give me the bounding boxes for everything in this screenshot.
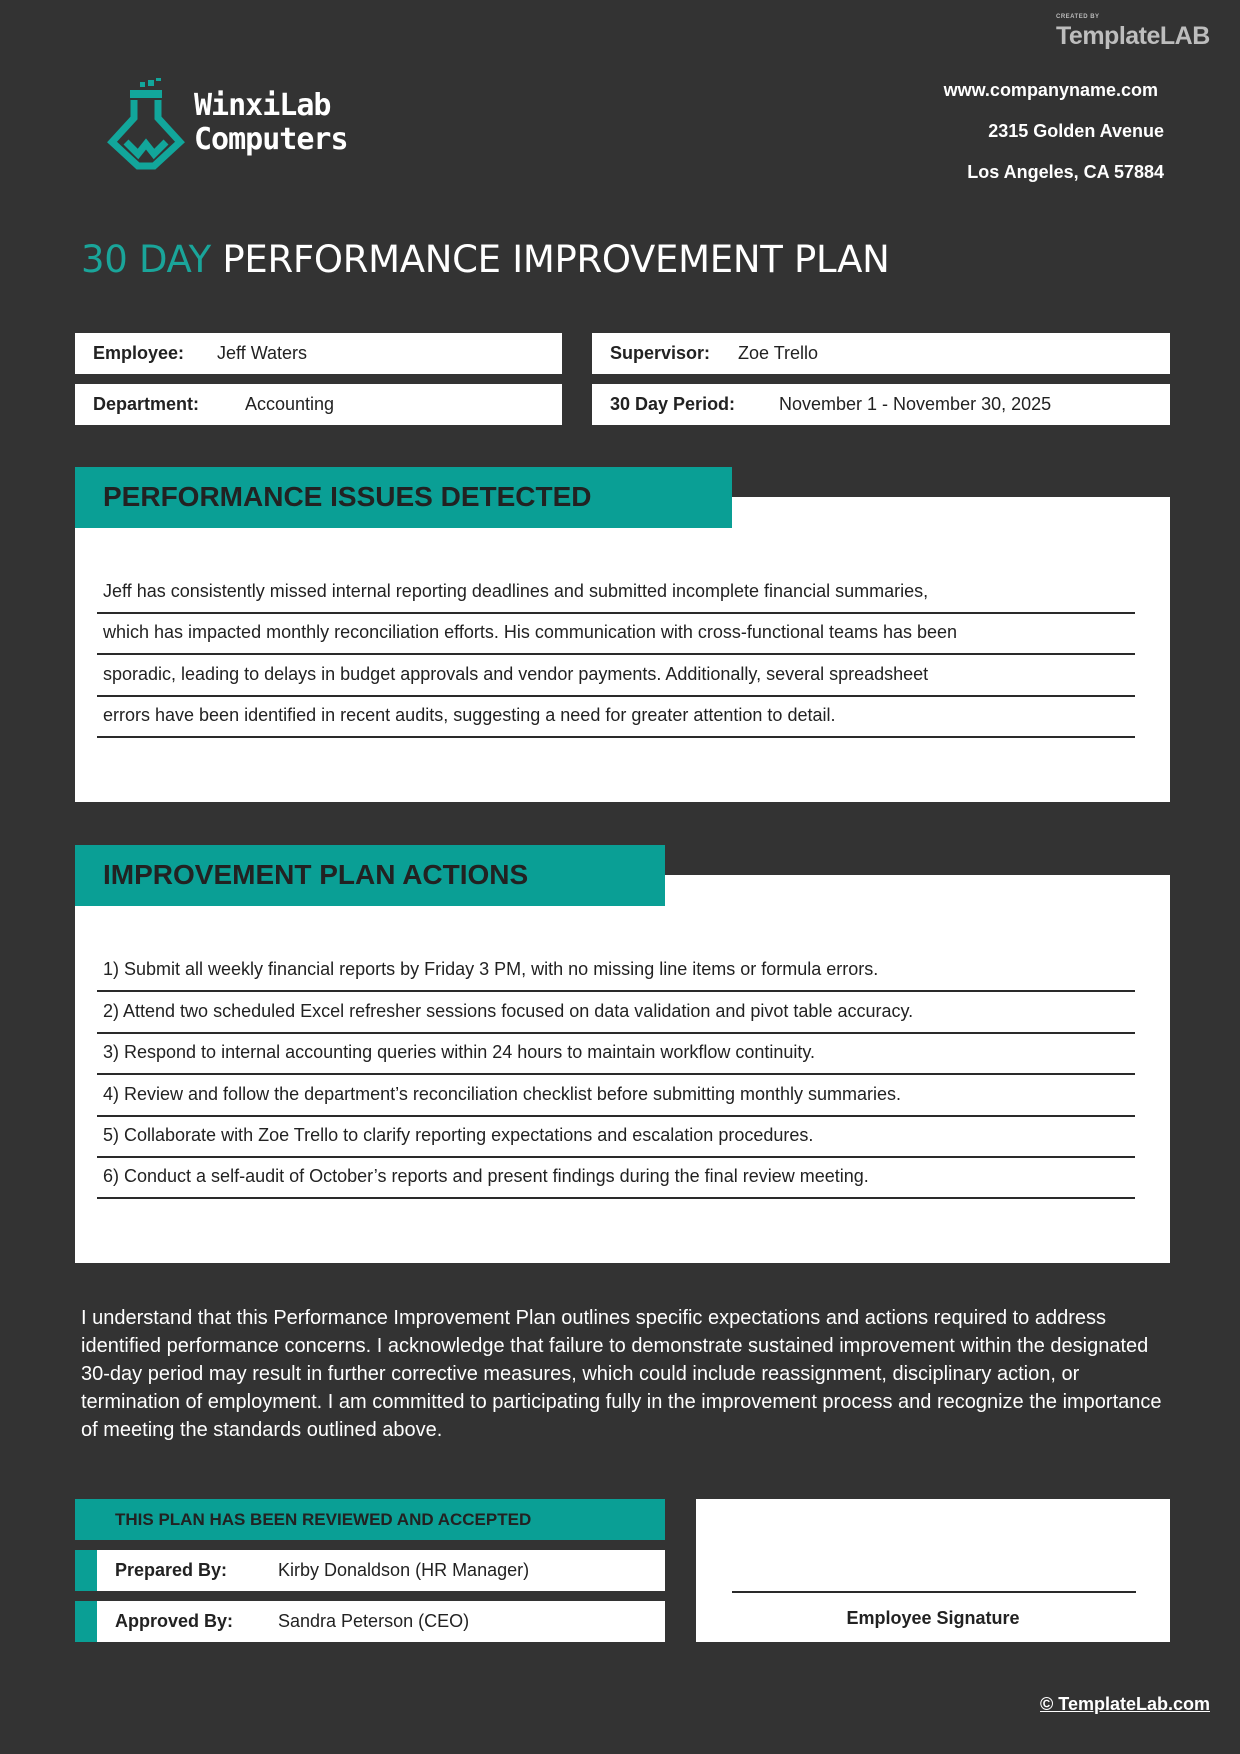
review-heading: THIS PLAN HAS BEEN REVIEWED AND ACCEPTED (115, 1510, 532, 1529)
badge-brand: TemplateLAB (1056, 22, 1210, 50)
department-box (75, 384, 562, 425)
period-value: November 1 - November 30, 2025 (779, 394, 1052, 414)
supervisor-value: Zoe Trello (738, 343, 819, 363)
employee-value: Jeff Waters (217, 343, 308, 363)
templatelab-badge (1056, 14, 1216, 54)
action-line (97, 1158, 1135, 1199)
issues-heading: PERFORMANCE ISSUES DETECTED (103, 481, 592, 512)
action-line (97, 993, 1135, 1034)
action-text-3: 4) Review and follow the department’s reconciliation checklist before submitting monthly summaries. (103, 1084, 902, 1104)
actions-heading: IMPROVEMENT PLAN ACTIONS (103, 859, 529, 890)
acknowledgement-text: I understand that this Performance Improvement Plan outlines specific expectations and actions required to address identified performance concerns. I acknowledge that failure to demonstrate sustained improvement within the designated 30-day period may result in further corrective measures, which could include reassignment, disciplinary action, or termination of employment. I am committed to participating fully in the improvement process and recognize the importance of meeting the standards outlined above. (81, 1307, 1162, 1441)
prepared-by-row (75, 1550, 665, 1591)
action-line (97, 951, 1135, 992)
signature-label: Employee Signature (846, 1608, 1020, 1628)
period-box (592, 384, 1170, 425)
company-address-line2: Los Angeles, CA 57884 (967, 162, 1164, 182)
prepared-by-value: Kirby Donaldson (HR Manager) (278, 1560, 530, 1580)
issues-text-0: Jeff has consistently missed internal reporting deadlines and submitted incomplete financial summaries, (103, 581, 929, 601)
title-accent: 30 DAY (81, 238, 211, 281)
signature-line (732, 1591, 1136, 1593)
employee-box (75, 333, 562, 374)
action-text-1: 2) Attend two scheduled Excel refresher sessions focused on data validation and pivot table accuracy. (103, 1001, 914, 1021)
row-accent-stripe (75, 1601, 97, 1642)
issues-line (97, 697, 1135, 738)
department-label: Department: (93, 394, 200, 414)
badge-created-by: CREATED BY (1056, 14, 1100, 20)
prepared-by-label: Prepared By: (115, 1560, 228, 1580)
employee-signature-box (696, 1499, 1170, 1642)
supervisor-box (592, 333, 1170, 374)
approved-by-value: Sandra Peterson (CEO) (278, 1611, 470, 1631)
action-line (97, 1034, 1135, 1075)
action-text-0: 1) Submit all weekly financial reports by Friday 3 PM, with no missing line items or formula errors. (103, 959, 879, 979)
action-line (97, 1076, 1135, 1117)
title-main: PERFORMANCE IMPROVEMENT PLAN (222, 238, 890, 281)
approved-by-row (75, 1601, 665, 1642)
logo-name-line2: Computers (194, 122, 348, 157)
action-text-2: 3) Respond to internal accounting queries within 24 hours to maintain workflow continuity. (103, 1042, 816, 1062)
issues-line (97, 614, 1135, 655)
approved-by-label: Approved By: (115, 1611, 234, 1631)
logo-name-line1: WinxiLab (194, 88, 331, 123)
company-address-line1: 2315 Golden Avenue (988, 121, 1164, 141)
issues-text-1: which has impacted monthly reconciliation efforts. His communication with cross-functional teams has been (103, 622, 958, 642)
company-info (944, 70, 1164, 193)
review-heading-bar (75, 1499, 665, 1540)
issues-line (97, 656, 1135, 697)
period-label: 30 Day Period: (610, 394, 736, 414)
supervisor-label: Supervisor: (610, 343, 711, 363)
issues-line (97, 573, 1135, 614)
company-website[interactable]: www.companyname.com (943, 80, 1158, 100)
employee-label: Employee: (93, 343, 185, 363)
department-value: Accounting (245, 394, 335, 414)
action-text-5: 6) Conduct a self-audit of October’s reports and present findings during the final review meeting. (103, 1166, 869, 1186)
action-line (97, 1117, 1135, 1158)
issues-heading-bar (75, 467, 732, 528)
row-accent-stripe (75, 1550, 97, 1591)
flask-logo-icon (104, 78, 188, 170)
page-title (81, 238, 890, 281)
action-text-4: 5) Collaborate with Zoe Trello to clarify reporting expectations and escalation procedures. (103, 1125, 814, 1145)
issues-text-2: sporadic, leading to delays in budget approvals and vendor payments. Additionally, several spreadsheet (103, 664, 929, 684)
actions-heading-bar (75, 845, 665, 906)
issues-text-3: errors have been identified in recent audits, suggesting a need for greater attention to detail. (103, 705, 836, 725)
company-logo (104, 78, 364, 174)
footer-copyright-link[interactable]: © TemplateLab.com (1040, 1694, 1210, 1714)
